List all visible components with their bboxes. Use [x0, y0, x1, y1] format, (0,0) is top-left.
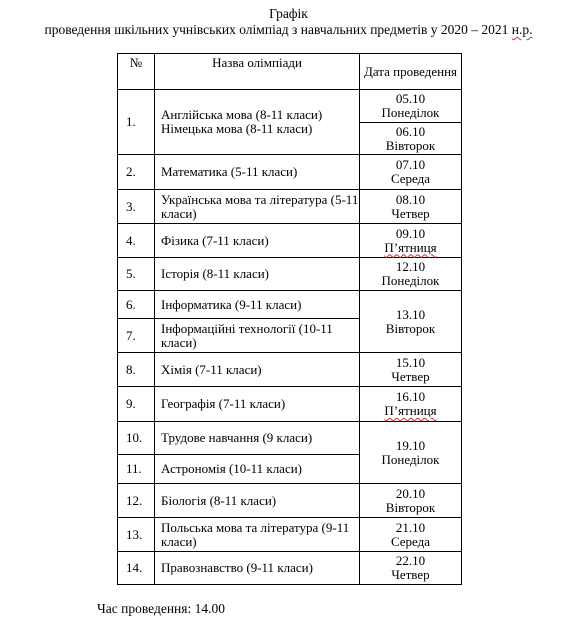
olympiad-date [360, 484, 462, 518]
table-row [118, 258, 462, 291]
weekday-value: П’ятниця [384, 403, 437, 418]
olympiad-date [360, 155, 462, 190]
table-row [118, 190, 462, 224]
schedule-table [117, 53, 462, 585]
olympiad-name: Інформаційні технології (10-11 класи) [155, 319, 360, 353]
row-number: 7. [118, 319, 155, 353]
olympiad-date [360, 258, 462, 291]
row-number: 12. [118, 484, 155, 518]
page-subtitle [0, 22, 577, 38]
table-row [118, 484, 462, 518]
date-value: 05.10 [395, 91, 426, 106]
weekday-value: П’ятниця [384, 239, 437, 255]
olympiad-date [360, 291, 462, 353]
olympiad-name-line: Німецька мова (8-11 класи) [161, 121, 313, 136]
weekday-value: Вівторок [385, 499, 436, 515]
date-value: 06.10 [395, 123, 426, 139]
date-value: 19.10 [395, 437, 426, 453]
table-header-row [118, 54, 462, 90]
column-header-number: № [118, 54, 155, 90]
date-value: 13.10 [395, 306, 426, 322]
olympiad-name-line: Англійська мова (8-11 класи) [161, 107, 323, 122]
table-row [118, 224, 462, 258]
row-number: 4. [118, 224, 155, 258]
olympiad-name [155, 90, 360, 155]
column-header-date: Дата проведення [360, 54, 462, 90]
row-number: 13. [118, 518, 155, 552]
olympiad-name: Біологія (8-11 класи) [155, 484, 360, 518]
olympiad-name: Правознавство (9-11 класи) [155, 552, 360, 585]
row-number: 2. [118, 155, 155, 190]
olympiad-name: Астрономія (10-11 класи) [155, 455, 360, 484]
weekday-value: Вівторок [385, 320, 436, 336]
olympiad-name: Інформатика (9-11 класи) [155, 291, 360, 319]
date-value: 09.10 [395, 225, 426, 241]
olympiad-name: Польська мова та література (9-11 класи) [155, 518, 360, 552]
weekday-value: Понеділок [381, 105, 440, 120]
date-value: 16.10 [395, 389, 426, 404]
row-number: 6. [118, 291, 155, 319]
date-value: 12.10 [395, 259, 426, 274]
table-row [118, 353, 462, 387]
row-number: 11. [118, 455, 155, 484]
olympiad-name: Українська мова та література (5-11 класи) [155, 190, 360, 224]
olympiad-name: Фізика (7-11 класи) [155, 224, 360, 258]
date-value: 07.10 [395, 157, 426, 172]
table-row [118, 387, 462, 422]
date-value: 21.10 [395, 519, 426, 535]
weekday-value: Вівторок [385, 137, 436, 153]
olympiad-date [360, 90, 462, 123]
olympiad-date [360, 518, 462, 552]
date-value: 15.10 [395, 354, 426, 370]
row-number: 10. [118, 422, 155, 455]
table-row [118, 552, 462, 585]
row-number: 9. [118, 387, 155, 422]
olympiad-date [360, 422, 462, 484]
weekday-value: Четвер [391, 205, 430, 221]
olympiad-name: Хімія (7-11 класи) [155, 353, 360, 387]
date-value: 22.10 [395, 553, 426, 568]
date-value: 20.10 [395, 485, 426, 501]
subtitle-main: проведення шкільних учнівських олімпіад з навчальних предметів у 2020 – 2021 [44, 22, 512, 37]
row-number: 5. [118, 258, 155, 291]
weekday-value: Четвер [391, 368, 430, 384]
row-number: 1. [118, 90, 155, 155]
start-time-note: Час проведення: 14.00 [97, 601, 225, 616]
olympiad-name: Математика (5-11 класи) [155, 155, 360, 190]
olympiad-name: Історія (8-11 класи) [155, 258, 360, 291]
olympiad-name: Трудове навчання (9 класи) [155, 422, 360, 455]
row-number: 14. [118, 552, 155, 585]
date-value: 08.10 [395, 191, 426, 207]
weekday-value: Середа [390, 171, 431, 186]
olympiad-date [360, 224, 462, 258]
olympiad-date [360, 387, 462, 422]
table-row [118, 422, 462, 455]
row-number: 3. [118, 190, 155, 224]
weekday-value: Понеділок [381, 273, 440, 288]
olympiad-date [360, 190, 462, 224]
olympiad-date [360, 123, 462, 155]
olympiad-date [360, 552, 462, 585]
row-number: 8. [118, 353, 155, 387]
table-row [118, 291, 462, 319]
weekday-value: Середа [390, 533, 431, 549]
column-header-name: Назва олімпіади [155, 54, 360, 90]
page-title: Графік [269, 6, 308, 21]
subtitle-tail: н.р. [511, 22, 533, 37]
olympiad-name: Географія (7-11 класи) [155, 387, 360, 422]
weekday-value: Четвер [391, 567, 430, 582]
olympiad-date [360, 353, 462, 387]
table-row [118, 518, 462, 552]
table-row [118, 90, 462, 123]
weekday-value: Понеділок [381, 451, 440, 467]
table-row [118, 155, 462, 190]
